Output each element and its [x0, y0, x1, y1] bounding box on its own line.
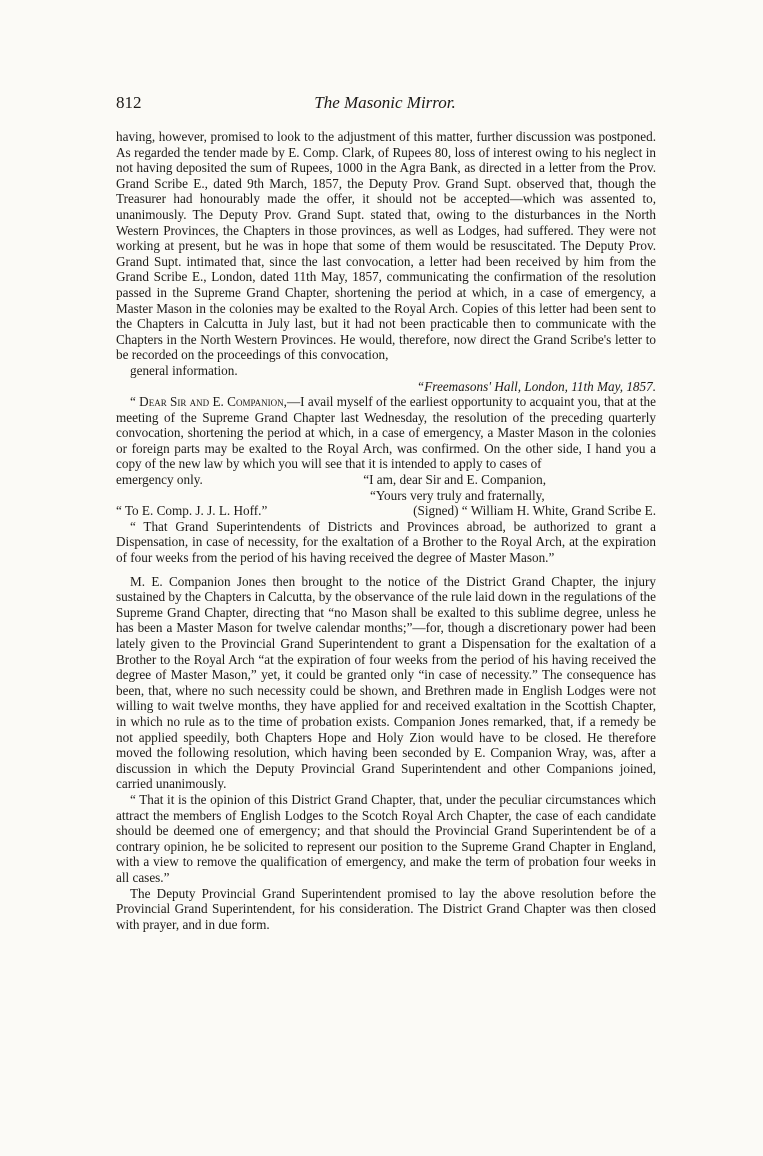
letter-salutation: “ Dear Sir and E. Companion, [130, 394, 287, 410]
letter-body: —I avail myself of the earliest opportunity to acquaint you, that at the meeting of the Supreme Grand Chapter last Wednesday, the resolution of the preceding quarterly convocation, shortening the period at which, in a case of emergency, a Master Mason in the colonies or foreign parts may be exalted to the Royal Arch, was confirmed. On the other side, I hand you a copy of the new law by which you will see that it is intended to apply to cases of [116, 394, 656, 472]
letter-signature-row [116, 503, 656, 519]
letter-addressee: “ To E. Comp. J. J. L. Hoff.” [116, 503, 268, 519]
body-text [116, 129, 656, 932]
paragraph-tail: general information. [130, 362, 238, 378]
letter-dateline: “Freemasons' Hall, London, 11th May, 1857. [416, 378, 656, 394]
letter-last-line [116, 472, 656, 488]
letter-last-right: “I am, dear Sir and E. Companion, [363, 472, 546, 488]
letter-signature: (Signed) “ William H. White, Grand Scribe E. [413, 503, 656, 519]
paragraph-final: The Deputy Provincial Grand Superintendent promised to lay the above resolution before the Provincial Grand Superintendent, for his consideration. The District Grand Chapter was then closed with prayer, and in due form. [116, 885, 656, 932]
paragraph-adjustment: having, however, promised to look to the adjustment of this matter, further discussion was postponed. As regarded the tender made by E. Comp. Clark, of Rupees 80, loss of interest owing to his neglect in not having deposited the sum of Rupees, 1000 in the Agra Bank, as directed in a letter from the Prov. Grand Scribe E., dated 9th March, 1857, the Deputy Prov. Grand Supt. observed that, though the Treasurer had honourably made the offer, it should not be accepted—which was assented to, unanimously. The Deputy Prov. Grand Supt. stated that, owing to the disturbances in the North Western Provinces, the Chapters in those provinces, as well as Lodges, had suffered. They were not working at present, but he was in hope that some of them would be resuscitated. The Deputy Prov. Grand Supt. intimated that, since the last convocation, a letter had been received by him from the Grand Scribe E., London, dated 11th May, 1857, communicating the confirmation of the resolution passed in the Supreme Grand Chapter, shortening the period at which, in a case of emergency, a Master Mason in the colonies may be exalted to the Royal Arch. Copies of this letter had been sent to the Chapters in Calcutta in July last, but it had not been practicable then to communicate with the Chapters in the North Western Provinces. He would, therefore, now direct the Grand Scribe's letter to be recorded on the proceedings of this convocation, [116, 129, 656, 363]
page-header [116, 93, 654, 117]
page-number: 812 [116, 93, 142, 112]
letter-last-left: emergency only. [116, 472, 203, 488]
resolution-paragraph: “ That it is the opinion of this District Grand Chapter, that, under the peculiar circumstances which attract the members of English Lodges to the Scotch Royal Arch Chapter, the case of each candidate should be deemed one of emergency; and that should the Provincial Grand Superintendent be of a contrary opinion, he be solicited to represent our position to the Supreme Grand Chapter in England, with a view to remove the qualification of emergency, and make the term of probation four weeks in all cases.” [116, 791, 656, 885]
letter-closing: “Yours very truly and fraternally, [370, 487, 545, 503]
running-title: The Masonic Mirror. [314, 93, 456, 112]
law-paragraph: “ That Grand Superintendents of Districts and Provinces abroad, be authorized to grant a Dispensation, in case of necessity, for the exaltation of a Brother to the Royal Arch, at the expiration of four weeks from the period of his having received the degree of Master Mason.” [116, 518, 656, 566]
paragraph-jones: M. E. Companion Jones then brought to the notice of the District Grand Chapter, the injury sustained by the Chapters in Calcutta, by the observance of the rule laid down in the regulations of the Supreme Grand Chapter, directing that “no Mason shall be exalted to this sublime degree, unless he has been a Master Mason for twelve calendar months;”—for, though a discretionary power had been lately given to the Provincial Grand Superintendent to grant a Dispensation for the exaltation of a Brother to the Royal Arch “at the expiration of four weeks from the period of his having received the degree of Master Mason,” yet, it could be granted only “in case of necessity.” The consequence has been, that, where no such necessity could be shown, and Brethren made in English Lodges were not willing to wait twelve months, they have applied for and received exaltation in the Scottish Chapter, in which no rule as to the time of probation exists. Companion Jones remarked, that, if a remedy be not applied speedily, both Chapters Hope and Holy Zion would have to be closed. He therefore moved the following resolution, which having been seconded by E. Companion Wray, was, after a discussion in which the Deputy Provincial Grand Superintendent and other Companions joined, carried unanimously. [116, 573, 656, 792]
letter-paragraph [116, 394, 656, 472]
